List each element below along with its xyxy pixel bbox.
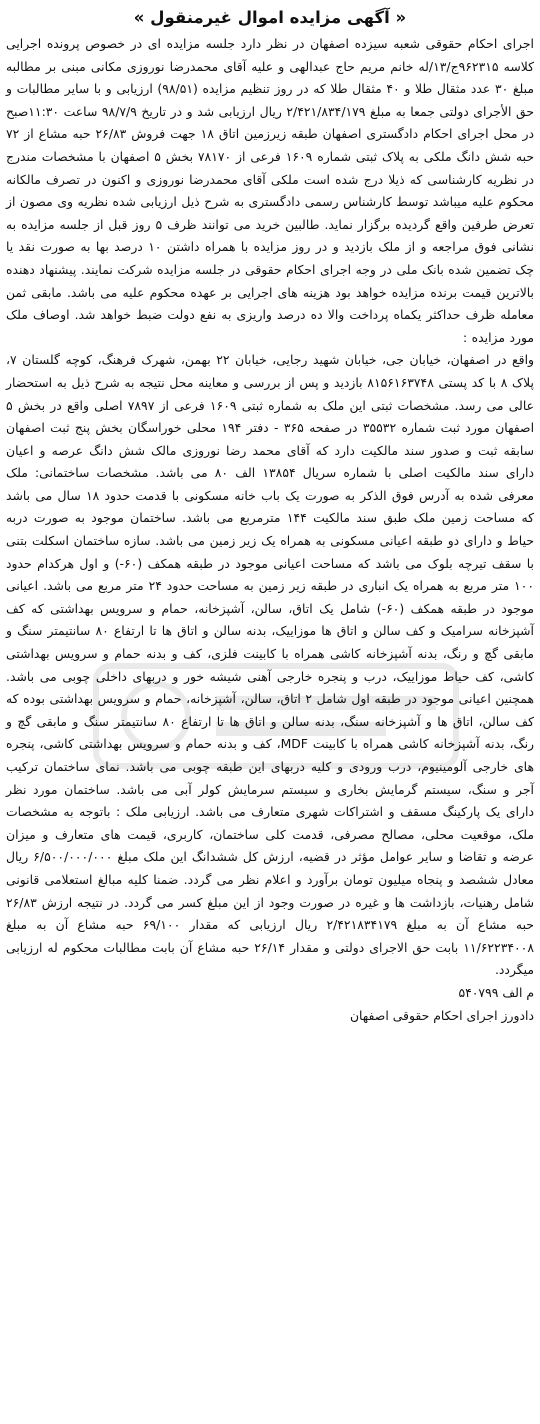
notice-signature: دادورز اجرای احکام حقوقی اصفهان [349, 1007, 534, 1023]
notice-body [6, 33, 534, 982]
notice-paragraph-intro: اجرای احکام حقوقی شعبه سیزده اصفهان در نظر دارد جلسه مزایده ای در خصوص پرونده اجرایی کلاسه ۹۶۲۳۱۵ج/۱۳/له خانم مریم حاج عبدالهی و علیه آقای محمدرضا نوروزی مکانی مبنی بر مطالبه مبلغ ۳۰ عدد مثقال طلا و ۴۰ مثقال طلا که در روز تنظیم مزایده (۹۸/۵۱) ارزیابی و با سایر مطالبات و حق الأجرای دولتی جمعا به مبلغ ۲/۴۲۱/۸۳۴/۱۷۹ ریال ارزیابی شد و در تاریخ ۹۸/۷/۹ ساعت ۱۱:۳۰صبح در محل اجرای احکام دادگستری اصفهان طبقه زیرزمین اتاق ۱۸ جهت فروش ۲۶/۸۳ حبه مشاع از ۷۲ حبه شش دانگ ملکی به پلاک ثبتی شماره ۱۶۰۹ فرعی از ۷۸۱۷۰ بخش ۵ اصفهان با مشخصات مندرج در نظریه کارشناسی که ذیلا درج شده است ملکی آقای محمدرضا نوروزی و اکنون در تصرف مالکانه محکوم علیه میباشد توسط کارشناس رسمی دادگستری به شرح ذیل ارزیابی شده نظریه وی مصون از تعرض طرفین واقع گردیده برگزار نماید. طالبین خرید می توانند ظرف ۵ روز قبل از جلسه مزایده به نشانی فوق مراجعه و از ملک بازدید و در روز مزایده با همراه داشتن ۱۰ درصد بها به صورت نقد یا چک تضمین شده بانک ملی در وجه اجرای احکام حقوقی در جلسه مزایده شرکت نمایند. پیشنهاد دهنده بالاترین قیمت برنده مزایده خواهد بود هزینه های اجرایی بر عهده محکوم علیه می باشد. مابقی ثمن معامله ظرف حداکثر یکماه پرداخت والا ده درصد واریزی به نفع دولت ضبط خواهد شد. اوصاف ملک مورد مزایده : [6, 36, 535, 345]
notice-paragraph-property-description: واقع در اصفهان، خیابان جی، خیابان شهید رجایی، خیابان ۲۲ بهمن، شهرک فرهنگ، کوچه گلستان ۷، پلاک ۸ با کد پستی ۸۱۵۶۱۶۳۷۴۸ بازدید و پس از بررسی و معاینه محل نتیجه به شرح ذیل به استحضار عالی می رسد. مشخصات ثبتی این ملک به شماره ثبتی ۱۶۰۹ فرعی از ۷۸۹۷ اصلی واقع در بخش ۵ اصفهان مورد ثبت شماره ۳۵۵۳۲ در صفحه ۳۶۵ - دفتر ۱۹۴ محلی خوراسگان بخش پنج ثبت اصفهان سابقه ثبت و صدور سند مالکیت دارد که آقای محمد رضا نوروزی مالک شش دانگ عرصه و اعیان دارای سند مالکیت اصلی با شماره سریال ۱۳۸۵۴ الف ۸۰ می باشد. مشخصات ساختمانی: ملک معرفی شده به آدرس فوق الذکر به صورت یک باب خانه مسکونی با قدمت حدود ۱۸ سال می باشد که مساحت زمین ملک طبق سند مالکیت ۱۴۴ مترمربع می باشد. ساختمان موجود به صورت دربه حیاط و دارای دو طبقه اعیانی مسکونی به همراه یک زیر زمین می باشد. سازه ساختمان اسکلت بتنی با سقف تیرچه بلوک می باشد که مساحت اعیانی موجود در طبقه همکف (۶۰-) و اول هرکدام حدود ۱۰۰ متر مربع به همراه یک انباری در طبقه زیر زمین به مساحت حدود ۲۴ متر مربع می باشد. اعیانی موجود در طبقه همکف (۶۰-) شامل یک اتاق، سالن، آشپزخانه، حمام و سرویس بهداشتی که کف آشپزخانه سرامیک و کف سالن و اتاق ها موزاییک، بدنه سالن و اتاق ها تا ارتفاع ۸۰ سانتیمتر سنگ و مابقی گچ و رنگ، بدنه آشپزخانه کاشی همراه با کابینت فلزی، کف و بدنه حمام و سرویس بهداشتی کاشی، کف حیاط موزاییک، درب و پنجره خارجی آهنی شیشه خور و دربهای داخلی چوبی می باشد. همچنین اعیانی موجود در طبقه اول شامل ۲ اتاق، سالن، آشپزخانه، حمام و سرویس بهداشتی بوده که کف سالن، اتاق ها و آشپزخانه سنگ، بدنه سالن و اتاق ها تا ارتفاع ۸۰ سانتیمتر سنگ و مابقی گچ و رنگ، بدنه آشپزخانه کاشی همراه با کابینت MDF، کف و بدنه حمام و سرویس بهداشتی کاشی، پنجره های خارجی آلومینیوم، درب ورودی و کلیه دربهای این طبقه چوبی می باشد. نمای ساختمان ترکیب آجر و سنگ، سیستم گرمایش بخاری و سیستم سرمایش کولر آبی می باشد. ساختمان مورد نظر دارای یک پارکینگ مسقف و اشتراکات شهری متعارف می باشد. ارزیابی ملک : باتوجه به مشخصات ملک، موقعیت محلی، مصالح مصرفی، قدمت کلی ساختمان، کاربری، قیمت های متعارف و میزان عرضه و تقاضا و سایر عوامل مؤثر در قضیه، ارزش کل ششدانگ این ملک مبلغ ۶/۵۰۰/۰۰۰/۰۰۰ ریال معادل ششصد و پنجاه میلیون تومان برآورد و اعلام نظر می گردد. ضمنا کلیه مبالغ استعلامی قانونی شامل رهنیات، بازداشت ها و غیره در صورت وجود از این مبلغ کسر می گردد. در نتیجه ارزش ۲۶/۸۳ حبه مشاع آن به مبلغ ۲/۴۲۱۸۳۴۱۷۹ ریال ارزیابی که مقدار ۶۹/۱۰۰ حبه مشاع آن به مبلغ ۱۱/۶۲۲۳۴۰۰۸ بابت حق الاجرای دولتی و مقدار ۲۶/۱۴ حبه مشاع آن بابت مطالبات محکوم له ارزیابی میگردد. [6, 352, 535, 978]
notice-title: « آگهی مزایده اموال غیرمنقول » [133, 8, 407, 27]
notice-page [6, 6, 534, 1418]
notice-footer [6, 982, 534, 1027]
notice-reference-number: م الف ۵۴۰۷۹۹ [458, 984, 534, 1000]
